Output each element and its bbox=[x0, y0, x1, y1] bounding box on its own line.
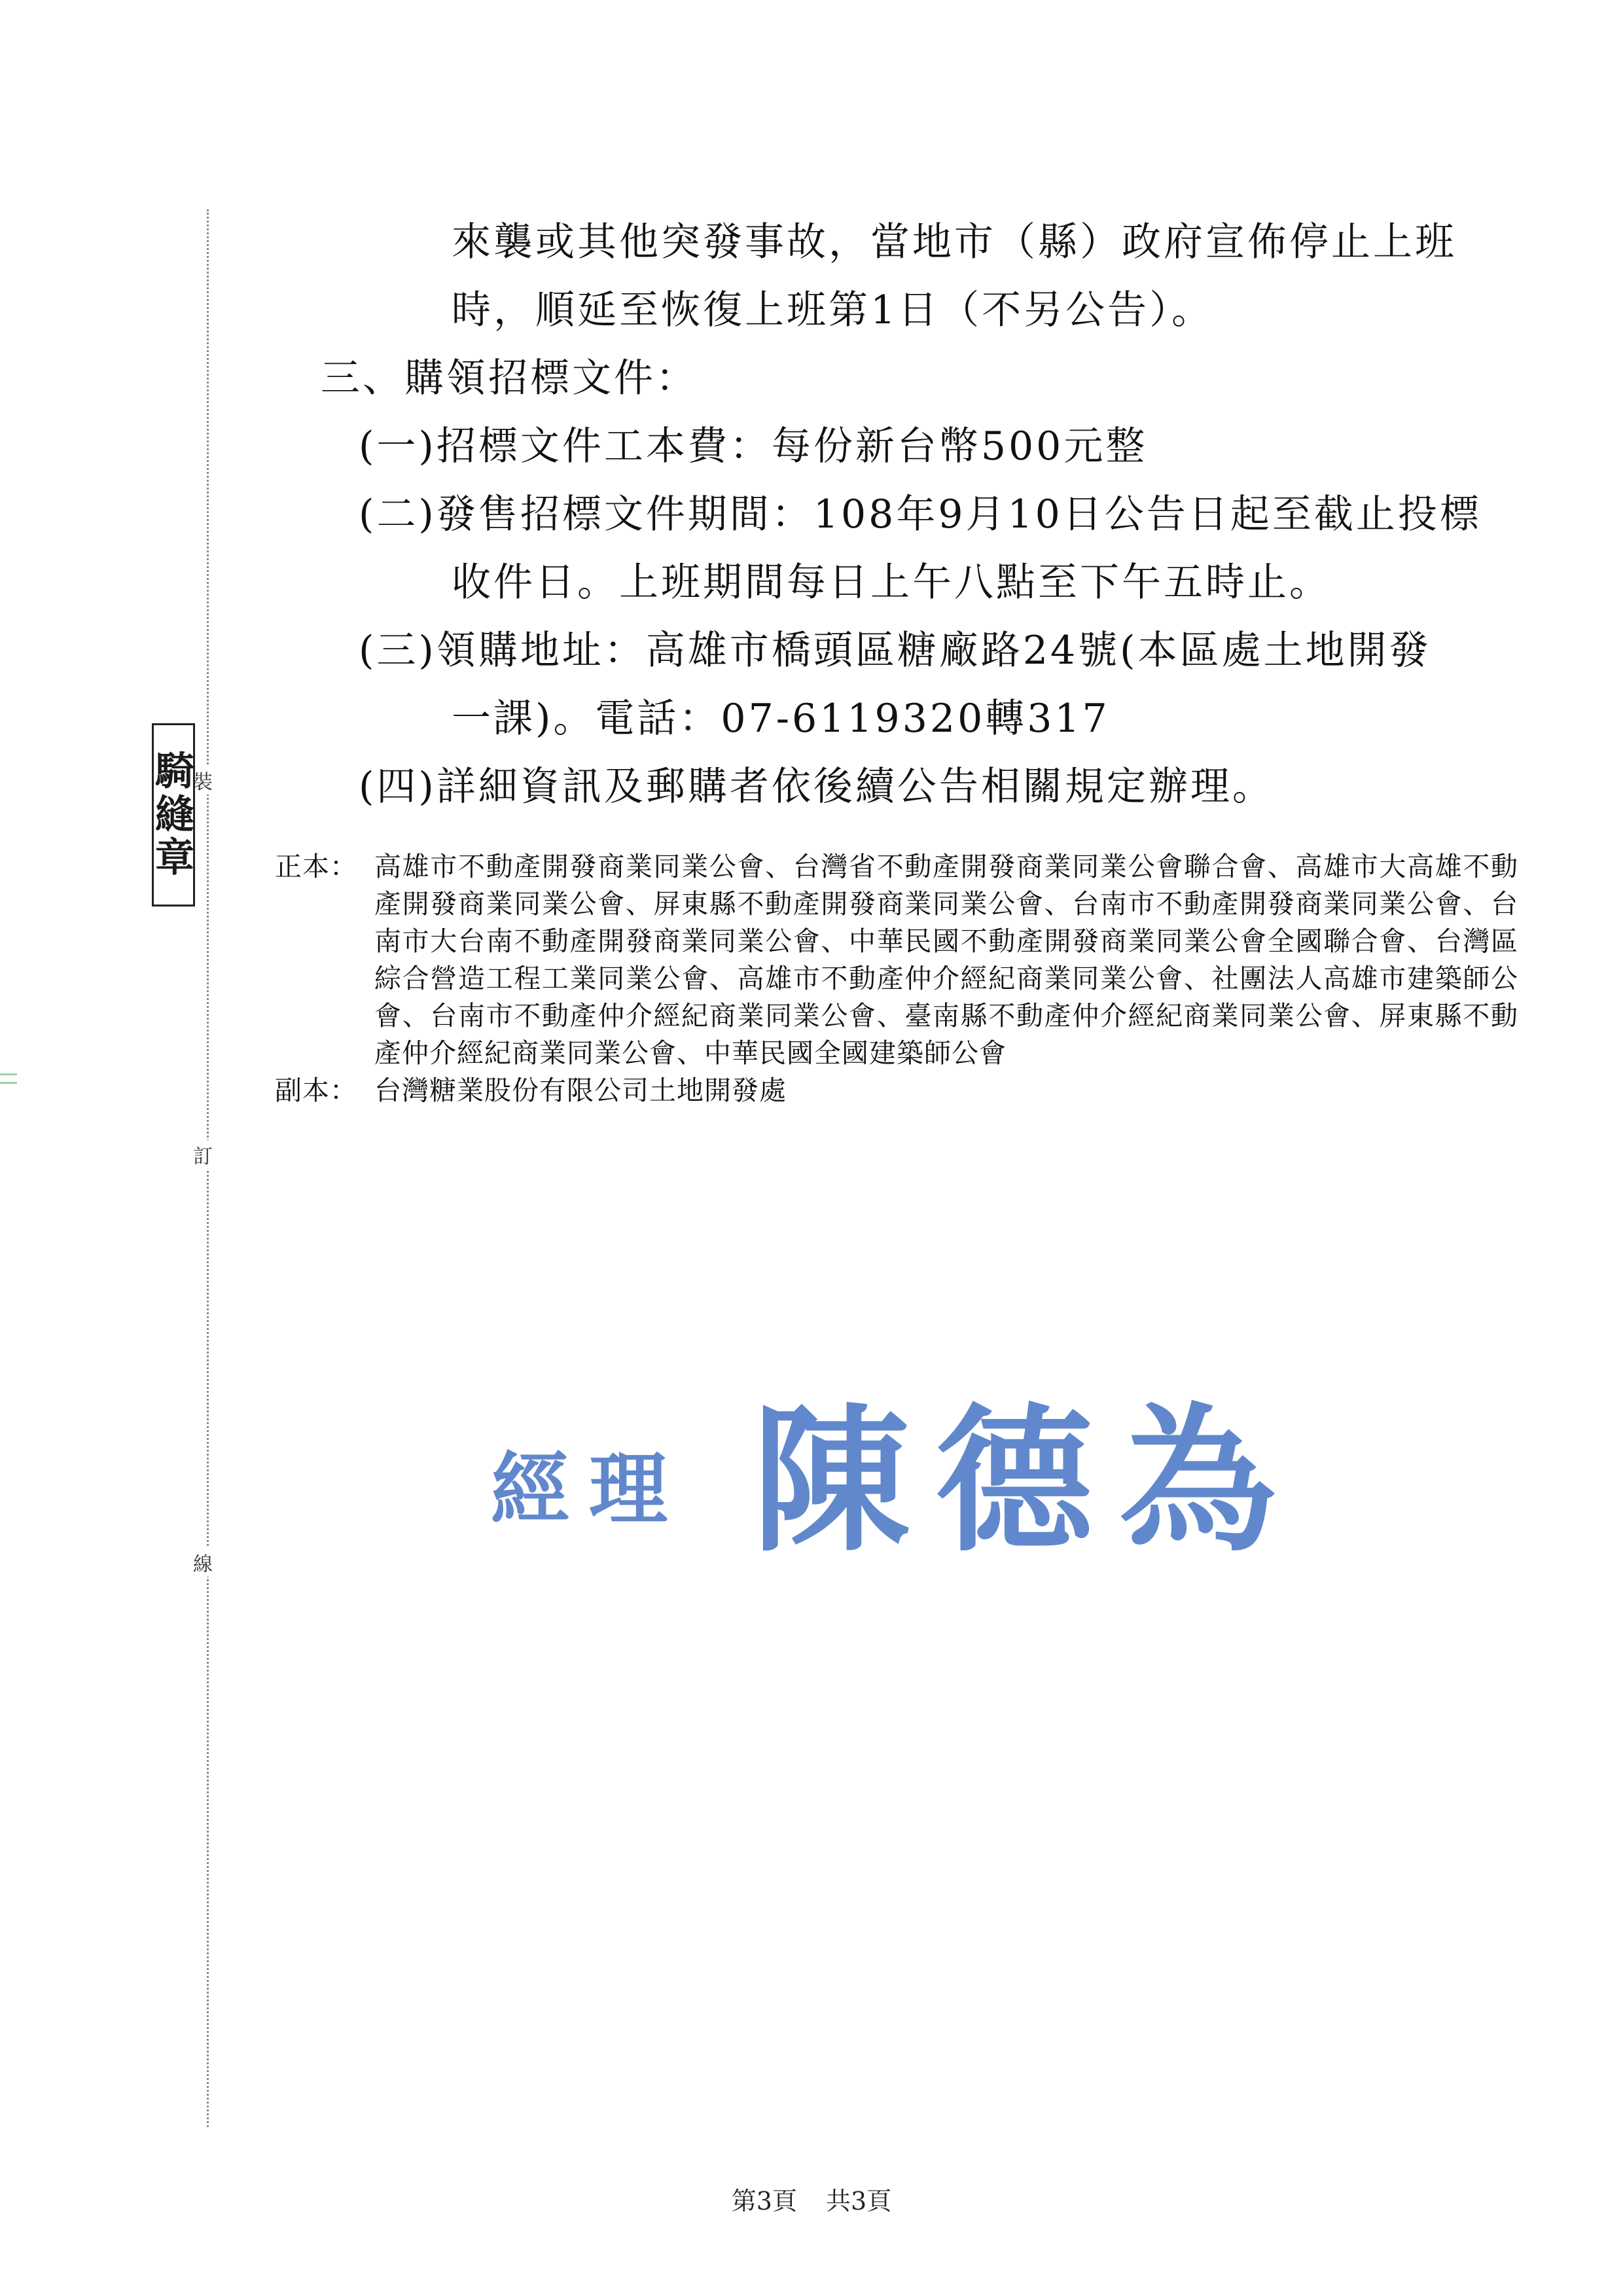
original-label: 正本： bbox=[275, 851, 357, 882]
original-recipients bbox=[275, 848, 1518, 1072]
page-total: 共3頁 bbox=[826, 2187, 892, 2215]
signature-name: 陳德為 bbox=[753, 1388, 1303, 1573]
copy-text: 台灣糖業股份有限公司土地開發處 bbox=[374, 1075, 787, 1106]
binding-label-zhuang: 裝 bbox=[183, 766, 223, 795]
signature-stamp bbox=[491, 1348, 1407, 1573]
body-line: (四)詳細資訊及郵購者依後續公告相關規定辦理。 bbox=[359, 764, 1274, 810]
page-footer bbox=[0, 2181, 1623, 2217]
copy-recipients bbox=[275, 1072, 1518, 1109]
signature-title: 經理 bbox=[491, 1443, 687, 1535]
document-body bbox=[321, 208, 1518, 821]
body-line: (二)發售招標文件期間：108年9月10日公告日起至截止投標 bbox=[359, 492, 1482, 537]
page-number: 第3頁 bbox=[731, 2187, 797, 2215]
body-line: (三)領購地址：高雄市橋頭區糖廠路24號(本區處土地開發 bbox=[359, 628, 1431, 673]
section-heading: 三、購領招標文件： bbox=[321, 355, 698, 401]
body-line: (一)招標文件工本費：每份新台幣500元整 bbox=[359, 423, 1148, 469]
edge-mark bbox=[0, 1073, 17, 1084]
original-text: 高雄市不動產開發商業同業公會、台灣省不動產開發商業同業公會聯合會、高雄市大高雄不動產開發商業同業公會、屏東縣不動產開發商業同業公會、台南市不動產開發商業同業公會、台南市大台南不動產開發商業同業公會、中華民國不動產開發商業同業公會全國聯合會、台灣區綜合營造工程工業同業公會、高雄市不動產仲介經紀商業同業公會、社團法人高雄市建築師公會、台南市不動產仲介經紀商業同業公會、臺南縣不動產仲介經紀商業同業公會、屏東縣不動產仲介經紀商業同業公會、中華民國全國建築師公會 bbox=[374, 851, 1518, 1069]
distribution-list bbox=[275, 848, 1518, 1109]
body-line: 來襲或其他突發事故，當地市（縣）政府宣佈停止上班 bbox=[452, 219, 1457, 265]
body-line: 一課)。電話：07-6119320轉317 bbox=[452, 696, 1110, 742]
body-line: 時，順延至恢復上班第1日（不另公告）。 bbox=[452, 287, 1214, 333]
copy-label: 副本： bbox=[275, 1075, 357, 1106]
seam-seal-stamp: 騎縫章 bbox=[152, 723, 195, 906]
body-line: 收件日。上班期間每日上午八點至下午五時止。 bbox=[452, 560, 1331, 605]
binding-label-xian: 線 bbox=[183, 1548, 223, 1577]
binding-label-ding: 訂 bbox=[183, 1140, 223, 1169]
